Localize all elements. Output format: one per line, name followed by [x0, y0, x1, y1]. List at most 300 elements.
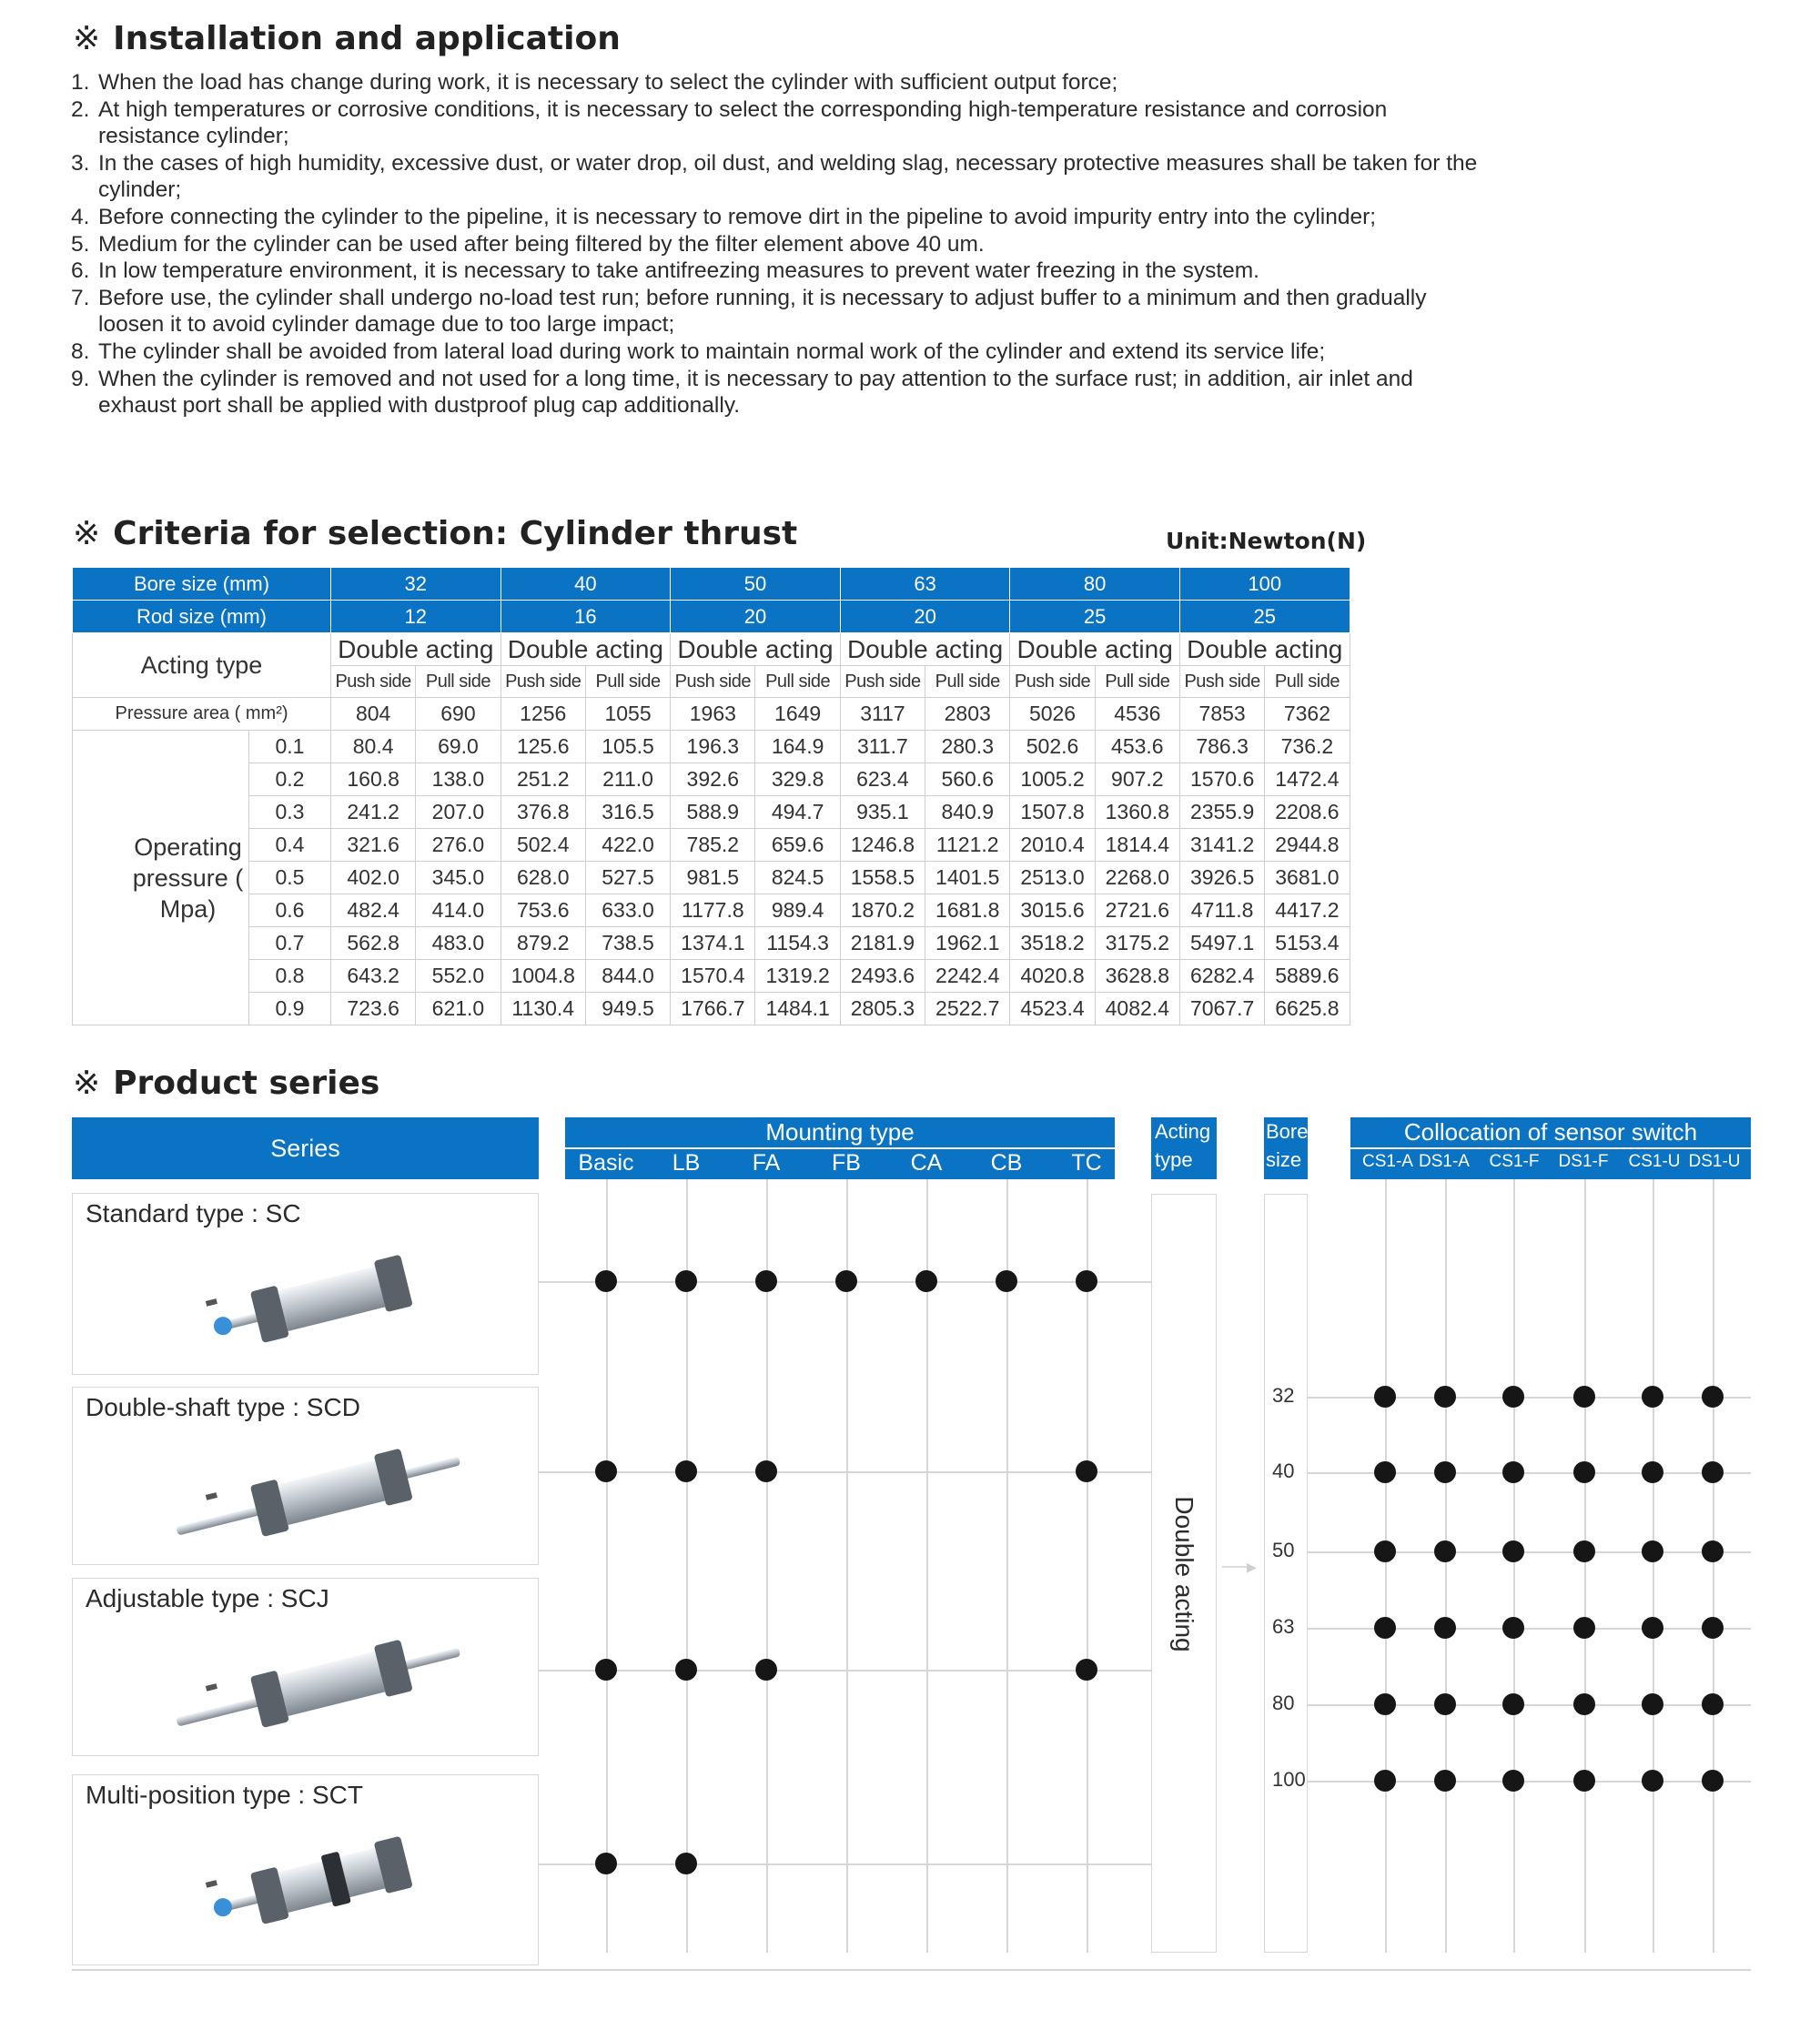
thrust-value: 251.2: [500, 763, 585, 796]
bore-value: 50: [671, 568, 841, 601]
install-item-text: When the load has change during work, it is necessary to select the cylinder with sufficient output force;: [98, 70, 1118, 95]
thrust-value: 105.5: [585, 731, 670, 763]
sensor-type-label: DS1-A: [1419, 1152, 1470, 1171]
thrust-value: 211.0: [585, 763, 670, 796]
thrust-value: 2493.6: [840, 960, 925, 993]
mounting-type-label: Basic: [578, 1150, 634, 1176]
thrust-value: 643.2: [331, 960, 416, 993]
thrust-value: 3518.2: [1010, 927, 1095, 960]
series-label: Standard type : SC: [86, 1199, 301, 1227]
bore-column: [1264, 1194, 1308, 1953]
thrust-value: 392.6: [671, 763, 755, 796]
thrust-value: 738.5: [585, 927, 670, 960]
install-item: [71, 204, 1491, 231]
install-item-text: Before connecting the cylinder to the pipeline, it is necessary to remove dirt in the pipeline to avoid impurity entry into the cylinder;: [98, 204, 1377, 229]
cylinder-image: [155, 1239, 482, 1367]
thrust-value: 628.0: [500, 862, 585, 894]
acting-row: [73, 633, 1350, 666]
pressure-area-value: 4536: [1095, 698, 1179, 731]
thrust-value: 345.0: [416, 862, 500, 894]
acting-value: Double acting: [331, 633, 501, 666]
sensor-dot: [1374, 1693, 1396, 1715]
acting-value: Double acting: [1010, 633, 1180, 666]
side-label: Pull side: [755, 666, 840, 698]
acting-value: Double acting: [840, 633, 1010, 666]
thrust-value: 494.7: [755, 796, 840, 829]
thrust-value: 588.9: [671, 796, 755, 829]
thrust-value: 376.8: [500, 796, 585, 829]
thrust-value: 3628.8: [1095, 960, 1179, 993]
mounting-type-label: LB: [672, 1150, 701, 1176]
sensor-type-label: CS1-U: [1628, 1152, 1681, 1171]
install-item-text: The cylinder shall be avoided from lateral load during work to maintain normal work of the cylinder and extend its service life;: [98, 338, 1326, 364]
thrust-value: 560.6: [925, 763, 1010, 796]
sensor-dot: [1374, 1770, 1396, 1792]
pressure-row: [73, 829, 1350, 862]
pressure-value: 0.3: [249, 796, 331, 829]
thrust-value: 321.6: [331, 829, 416, 862]
series-card: [72, 1387, 539, 1565]
thrust-value: 4082.4: [1095, 993, 1179, 1025]
sensor-header: [1350, 1117, 1751, 1179]
thrust-table: [72, 567, 1350, 1025]
install-item-number: 9.: [71, 366, 90, 391]
install-item-number: 2.: [71, 96, 90, 122]
install-item-text: Medium for the cylinder can be used after being filtered by the filter element above 40 um.: [98, 231, 985, 257]
rod-value: 12: [331, 601, 501, 633]
mounting-grid-line: [1087, 1179, 1088, 1953]
pressure-area-value: 5026: [1010, 698, 1095, 731]
thrust-value: 2355.9: [1179, 796, 1264, 829]
sensor-type-label: DS1-F: [1558, 1152, 1609, 1171]
sensor-dot: [1434, 1386, 1456, 1408]
thrust-value: 840.9: [925, 796, 1010, 829]
thrust-value: 160.8: [331, 763, 416, 796]
install-item-number: 4.: [71, 204, 90, 229]
mounting-dot: [675, 1853, 697, 1874]
rod-value: 25: [1179, 601, 1350, 633]
mounting-type-label: TC: [1071, 1150, 1102, 1176]
thrust-value: 1484.1: [755, 993, 840, 1025]
install-item: [71, 285, 1491, 338]
mounting-dot: [595, 1659, 617, 1681]
thrust-value: 989.4: [755, 894, 840, 927]
side-label: Push side: [331, 666, 416, 698]
thrust-value: 4523.4: [1010, 993, 1095, 1025]
thrust-value: 1005.2: [1010, 763, 1095, 796]
thrust-value: 981.5: [671, 862, 755, 894]
thrust-value: 276.0: [416, 829, 500, 862]
thrust-value: 1360.8: [1095, 796, 1179, 829]
mounting-dot: [1076, 1460, 1097, 1482]
mounting-grid-line: [1006, 1179, 1008, 1953]
thrust-value: 5497.1: [1179, 927, 1264, 960]
rod-value: 20: [671, 601, 841, 633]
series-label: Multi-position type : SCT: [86, 1781, 363, 1809]
thrust-value: 753.6: [500, 894, 585, 927]
install-item: [71, 96, 1491, 150]
sensor-dot: [1434, 1461, 1456, 1483]
thrust-value: 907.2: [1095, 763, 1179, 796]
series-card: [72, 1578, 539, 1756]
series-card: [72, 1193, 539, 1375]
side-label: Pull side: [925, 666, 1010, 698]
sensor-dot: [1702, 1386, 1724, 1408]
sensor-dot: [1642, 1693, 1663, 1715]
thrust-value: 1121.2: [925, 829, 1010, 862]
thrust-value: 311.7: [840, 731, 925, 763]
pressure-row: [73, 796, 1350, 829]
thrust-value: 723.6: [331, 993, 416, 1025]
mounting-dot: [595, 1270, 617, 1292]
pressure-row: [73, 927, 1350, 960]
sensor-dot: [1502, 1693, 1524, 1715]
pressure-area-value: 3117: [840, 698, 925, 731]
thrust-value: 329.8: [755, 763, 840, 796]
rod-value: 20: [840, 601, 1010, 633]
sensor-dot: [1374, 1461, 1396, 1483]
install-item-text: In low temperature environment, it is necessary to take antifreezing measures to prevent water freezing in the system.: [98, 258, 1259, 284]
install-item-number: 6.: [71, 258, 90, 284]
thrust-value: 1766.7: [671, 993, 755, 1025]
mounting-grid-line: [926, 1179, 928, 1953]
bore-row: [73, 568, 1350, 601]
thrust-value: 7067.7: [1179, 993, 1264, 1025]
sensor-grid-line: [1385, 1179, 1387, 1953]
thrust-value: 502.4: [500, 829, 585, 862]
sensor-dot: [1502, 1540, 1524, 1562]
thrust-value: 1870.2: [840, 894, 925, 927]
thrust-value: 241.2: [331, 796, 416, 829]
mounting-dot: [1076, 1659, 1097, 1681]
thrust-value: 422.0: [585, 829, 670, 862]
cylinder-image: [155, 1821, 482, 1948]
unit-label: Unit:Newton(N): [1166, 528, 1367, 554]
install-item-text: Before use, the cylinder shall undergo no-load test run; before running, it is necessary to adjust buffer to a minimum and then gradually loosen it to avoid cylinder damage due to too large impact;: [98, 285, 1427, 338]
cylinder-image: [155, 1433, 482, 1560]
thrust-value: 316.5: [585, 796, 670, 829]
arrow-icon: ▶: [1247, 1560, 1257, 1574]
pressure-value: 0.4: [249, 829, 331, 862]
sensor-dot: [1374, 1617, 1396, 1639]
mounting-grid-line: [766, 1179, 768, 1953]
pressure-area-value: 7362: [1265, 698, 1350, 731]
bore-size-value: 63: [1272, 1615, 1295, 1638]
pressure-area-label: Pressure area ( mm²): [73, 698, 331, 731]
pressure-row: [73, 960, 1350, 993]
thrust-value: 785.2: [671, 829, 755, 862]
mounting-dot: [996, 1270, 1017, 1292]
thrust-value: 824.5: [755, 862, 840, 894]
bore-size-header: Bore size: [1264, 1117, 1308, 1179]
bore-label: Bore size (mm): [73, 568, 331, 601]
install-item-number: 3.: [71, 150, 90, 176]
thrust-value: 4711.8: [1179, 894, 1264, 927]
pressure-area-value: 1649: [755, 698, 840, 731]
acting-label: Acting type: [73, 633, 331, 698]
thrust-value: 2522.7: [925, 993, 1010, 1025]
pressure-area-value: 1963: [671, 698, 755, 731]
pressure-area-value: 2803: [925, 698, 1010, 731]
pressure-area-row: [73, 698, 1350, 731]
thrust-value: 1154.3: [755, 927, 840, 960]
thrust-value: 1814.4: [1095, 829, 1179, 862]
sensor-grid-line: [1445, 1179, 1447, 1953]
rod-value: 16: [500, 601, 671, 633]
bore-value: 80: [1010, 568, 1180, 601]
thrust-value: 1401.5: [925, 862, 1010, 894]
sensor-dot: [1374, 1540, 1396, 1562]
thrust-value: 2513.0: [1010, 862, 1095, 894]
sensor-dot: [1573, 1770, 1595, 1792]
mounting-type-label: FB: [832, 1150, 861, 1176]
thrust-value: 1246.8: [840, 829, 925, 862]
side-label: Pull side: [416, 666, 500, 698]
operating-pressure-label: Operating pressure ( Mpa): [73, 731, 249, 1025]
pressure-value: 0.1: [249, 731, 331, 763]
mounting-dot: [915, 1270, 937, 1292]
series-header: Series: [72, 1117, 539, 1179]
sensor-dot: [1502, 1617, 1524, 1639]
mounting-dot: [595, 1853, 617, 1874]
thrust-value: 414.0: [416, 894, 500, 927]
thrust-value: 5153.4: [1265, 927, 1350, 960]
mounting-header-title: Mounting type: [565, 1117, 1115, 1149]
sensor-dot: [1502, 1461, 1524, 1483]
side-label: Pull side: [585, 666, 670, 698]
install-title: ※ Installation and application: [73, 20, 621, 57]
install-item-number: 5.: [71, 231, 90, 257]
thrust-value: 623.4: [840, 763, 925, 796]
install-item-text: At high temperatures or corrosive conditions, it is necessary to select the corresponding high-temperature resistance and corrosion resistance cylinder;: [98, 96, 1388, 149]
bore-value: 32: [331, 568, 501, 601]
mounting-dot: [1076, 1270, 1097, 1292]
pressure-value: 0.8: [249, 960, 331, 993]
mounting-type-label: CA: [910, 1150, 943, 1176]
thrust-value: 482.4: [331, 894, 416, 927]
sensor-dot: [1702, 1540, 1724, 1562]
thrust-value: 2944.8: [1265, 829, 1350, 862]
thrust-value: 4020.8: [1010, 960, 1095, 993]
bore-value: 40: [500, 568, 671, 601]
sensor-dot: [1434, 1540, 1456, 1562]
thrust-value: 6625.8: [1265, 993, 1350, 1025]
series-row-line: [539, 1863, 1151, 1865]
install-item: [71, 258, 1491, 285]
rod-row: [73, 601, 1350, 633]
sensor-dot: [1573, 1693, 1595, 1715]
acting-value: Double acting: [500, 633, 671, 666]
series-card: [72, 1774, 539, 1965]
thrust-value: 5889.6: [1265, 960, 1350, 993]
thrust-value: 280.3: [925, 731, 1010, 763]
mounting-dot: [675, 1460, 697, 1482]
pressure-value: 0.6: [249, 894, 331, 927]
thrust-value: 633.0: [585, 894, 670, 927]
thrust-value: 1319.2: [755, 960, 840, 993]
sensor-type-label: CS1-A: [1362, 1152, 1413, 1171]
side-label: Push side: [1179, 666, 1264, 698]
thrust-value: 4417.2: [1265, 894, 1350, 927]
sensor-dot: [1573, 1540, 1595, 1562]
thrust-value: 138.0: [416, 763, 500, 796]
thrust-value: 453.6: [1095, 731, 1179, 763]
rod-value: 25: [1010, 601, 1180, 633]
install-item-number: 1.: [71, 70, 90, 95]
thrust-value: 1570.6: [1179, 763, 1264, 796]
sensor-dot: [1642, 1540, 1663, 1562]
thrust-value: 2181.9: [840, 927, 925, 960]
pressure-value: 0.9: [249, 993, 331, 1025]
install-item-text: In the cases of high humidity, excessive dust, or water drop, oil dust, and welding slag, necessary protective measures shall be taken for the cylinder;: [98, 150, 1478, 203]
thrust-value: 1570.4: [671, 960, 755, 993]
install-list: [71, 69, 1491, 419]
thrust-value: 736.2: [1265, 731, 1350, 763]
sensor-dot: [1642, 1617, 1663, 1639]
pressure-area-value: 690: [416, 698, 500, 731]
bore-size-value: 50: [1272, 1539, 1295, 1561]
sensor-dot: [1434, 1693, 1456, 1715]
sensor-grid-line: [1513, 1179, 1515, 1953]
thrust-value: 125.6: [500, 731, 585, 763]
thrust-value: 207.0: [416, 796, 500, 829]
mounting-dot: [755, 1460, 777, 1482]
thrust-value: 844.0: [585, 960, 670, 993]
sensor-dot: [1374, 1386, 1396, 1408]
thrust-value: 1558.5: [840, 862, 925, 894]
sensor-dot: [1702, 1617, 1724, 1639]
thrust-value: 196.3: [671, 731, 755, 763]
sensor-dot: [1434, 1770, 1456, 1792]
sensor-dot: [1702, 1461, 1724, 1483]
series-label: Double-shaft type : SCD: [86, 1393, 360, 1421]
sensor-dot: [1642, 1770, 1663, 1792]
mounting-dot: [755, 1270, 777, 1292]
install-item: [71, 338, 1491, 366]
thrust-value: 3926.5: [1179, 862, 1264, 894]
pressure-value: 0.5: [249, 862, 331, 894]
thrust-value: 1472.4: [1265, 763, 1350, 796]
side-label: Pull side: [1095, 666, 1179, 698]
thrust-value: 2010.4: [1010, 829, 1095, 862]
sensor-dot: [1573, 1617, 1595, 1639]
thrust-value: 786.3: [1179, 731, 1264, 763]
thrust-value: 1507.8: [1010, 796, 1095, 829]
pressure-area-value: 1055: [585, 698, 670, 731]
mounting-grid-line: [606, 1179, 608, 1953]
thrust-value: 483.0: [416, 927, 500, 960]
pressure-row: [73, 993, 1350, 1025]
acting-value: Double acting: [1170, 1496, 1198, 1652]
thrust-value: 69.0: [416, 731, 500, 763]
sensor-dot: [1642, 1386, 1663, 1408]
pressure-row: [73, 731, 1350, 763]
sensor-dot: [1573, 1386, 1595, 1408]
sensor-type-label: CS1-F: [1489, 1152, 1540, 1171]
sensor-dot: [1434, 1617, 1456, 1639]
pressure-area-value: 1256: [500, 698, 585, 731]
cylinder-image: [155, 1624, 482, 1752]
pressure-row: [73, 894, 1350, 927]
install-item: [71, 366, 1491, 419]
side-label: Push side: [500, 666, 585, 698]
bottom-line: [72, 1969, 1751, 1971]
thrust-value: 621.0: [416, 993, 500, 1025]
thrust-value: 402.0: [331, 862, 416, 894]
sensor-dot: [1502, 1386, 1524, 1408]
bore-value: 100: [1179, 568, 1350, 601]
pressure-value: 0.2: [249, 763, 331, 796]
sensor-dot: [1702, 1770, 1724, 1792]
sensor-dot: [1642, 1461, 1663, 1483]
install-item-text: When the cylinder is removed and not used for a long time, it is necessary to pay attention to the surface rust; in addition, air inlet and exhaust port shall be applied with dustproof plug cap additionally.: [98, 366, 1413, 419]
series-label: Adjustable type : SCJ: [86, 1584, 329, 1612]
thrust-value: 3141.2: [1179, 829, 1264, 862]
thrust-value: 1374.1: [671, 927, 755, 960]
pressure-value: 0.7: [249, 927, 331, 960]
thrust-value: 2268.0: [1095, 862, 1179, 894]
thrust-value: 1681.8: [925, 894, 1010, 927]
install-item-number: 7.: [71, 285, 90, 310]
thrust-value: 879.2: [500, 927, 585, 960]
mounting-dot: [675, 1659, 697, 1681]
thrust-value: 552.0: [416, 960, 500, 993]
install-item: [71, 69, 1491, 96]
thrust-value: 527.5: [585, 862, 670, 894]
sensor-grid-line: [1713, 1179, 1714, 1953]
thrust-value: 2721.6: [1095, 894, 1179, 927]
acting-type-header: Acting type: [1151, 1117, 1217, 1179]
mounting-dot: [755, 1659, 777, 1681]
sensor-dot: [1702, 1693, 1724, 1715]
acting-value: Double acting: [671, 633, 841, 666]
acting-value: Double acting: [1179, 633, 1350, 666]
thrust-value: 2805.3: [840, 993, 925, 1025]
thrust-value: 3681.0: [1265, 862, 1350, 894]
install-item: [71, 150, 1491, 204]
thrust-value: 659.6: [755, 829, 840, 862]
install-item-number: 8.: [71, 338, 90, 364]
bore-size-value: 32: [1272, 1384, 1295, 1407]
pressure-area-value: 7853: [1179, 698, 1264, 731]
sensor-dot: [1573, 1461, 1595, 1483]
mounting-type-label: FA: [752, 1150, 781, 1176]
bore-size-value: 40: [1272, 1459, 1295, 1482]
bore-size-value: 100: [1272, 1768, 1306, 1791]
mounting-grid-line: [686, 1179, 688, 1953]
series-row-line: [539, 1471, 1151, 1473]
pressure-area-value: 804: [331, 698, 416, 731]
sensor-type-label: DS1-U: [1688, 1152, 1741, 1171]
thrust-value: 1130.4: [500, 993, 585, 1025]
thrust-value: 1004.8: [500, 960, 585, 993]
thrust-value: 3175.2: [1095, 927, 1179, 960]
sensor-grid-line: [1584, 1179, 1586, 1953]
thrust-value: 502.6: [1010, 731, 1095, 763]
series-row-line: [539, 1670, 1151, 1672]
thrust-value: 2242.4: [925, 960, 1010, 993]
mounting-header: [565, 1117, 1115, 1179]
thrust-value: 80.4: [331, 731, 416, 763]
install-item: [71, 231, 1491, 258]
thrust-value: 3015.6: [1010, 894, 1095, 927]
side-label: Push side: [840, 666, 925, 698]
mounting-type-label: CB: [990, 1150, 1023, 1176]
side-label: Push side: [1010, 666, 1095, 698]
thrust-value: 935.1: [840, 796, 925, 829]
mounting-dot: [835, 1270, 857, 1292]
thrust-value: 1962.1: [925, 927, 1010, 960]
